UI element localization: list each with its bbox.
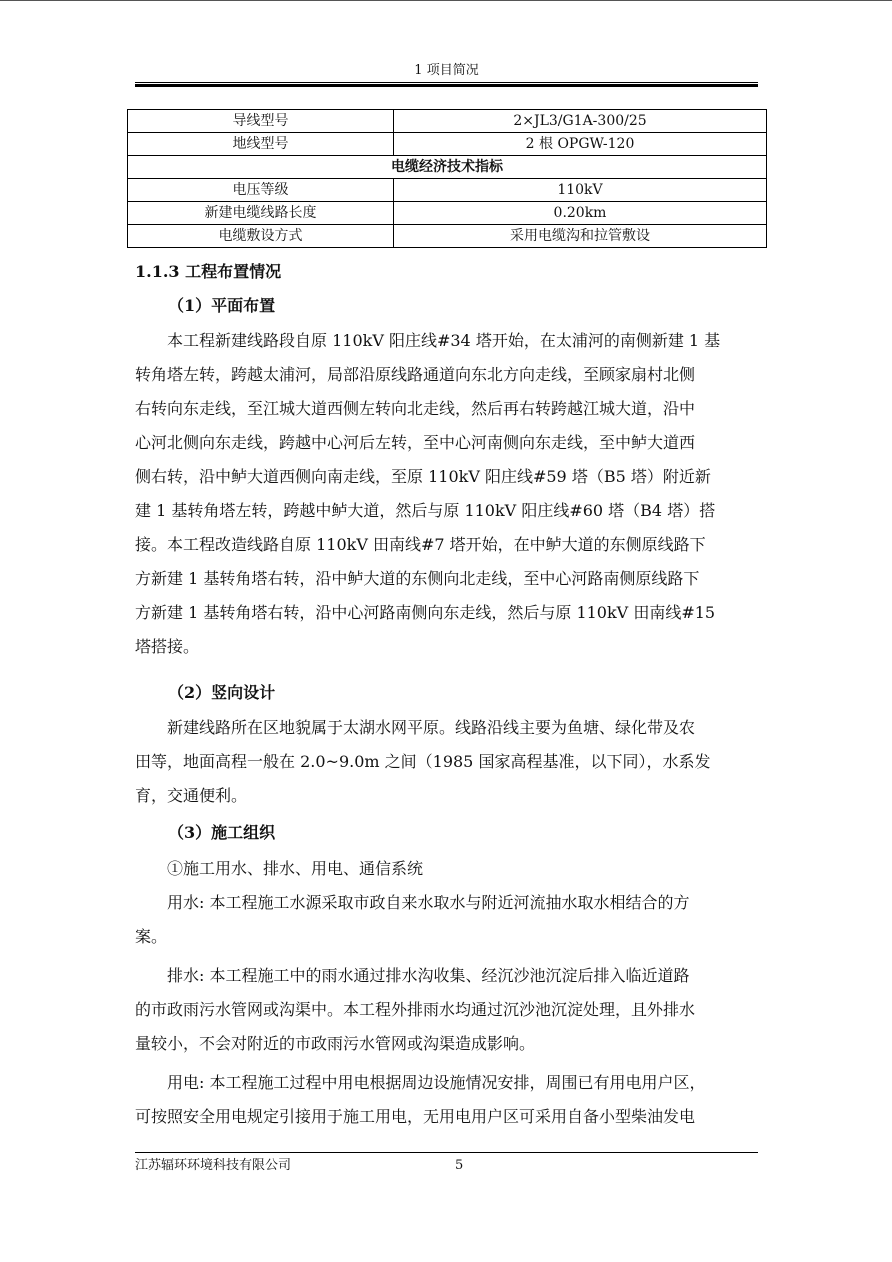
table-section-title: 电缆经济技术指标 [128,156,767,179]
text-line: 用电: 本工程施工过程中用电根据周边设施情况安排，周围已有用电用户区， [135,1073,706,1092]
text-line: 田等，地面高程一般在 2.0~9.0m 之间（1985 国家高程基准，以下同），水系发 [135,752,711,771]
text-line: 量较小，不会对附近的市政雨污水管网或沟渠造成影响。 [135,1034,536,1053]
page-header: 1 项目简况 [414,63,479,78]
text-line: 心河北侧向东走线，跨越中心河后左转，至中心河南侧向东走线，至中鲈大道西 [135,433,696,452]
text-line: 排水: 本工程施工中的雨水通过排水沟收集、经沉沙池沉淀后排入临近道路 [135,966,690,985]
paragraph-vertical [135,711,758,813]
text-line: 育，交通便利。 [135,786,248,805]
table-row [128,133,767,156]
table-cell-label: 电缆敷设方式 [128,225,394,248]
text-line: 案。 [135,927,168,946]
text-line: 方新建 1 基转角塔右转，沿中鲈大道的东侧向北走线，至中心河路南侧原线路下 [135,569,700,588]
text-line: 的市政雨污水管网或沟渠中。本工程外排雨水均通过沉沙池沉淀处理，且外排水 [135,1000,696,1019]
table-cell-label: 导线型号 [128,110,394,133]
table-cell-value: 2×JL3/G1A-300/25 [394,110,767,133]
subsection-heading-construction: （3）施工组织 [168,823,276,842]
text-line: 右转向东走线，至江城大道西侧左转向北走线，然后再右转跨越江城大道，沿中 [135,399,696,418]
table-cell-value: 0.20km [394,202,767,225]
footer-rule [135,1152,758,1153]
text-line: 建 1 基转角塔左转，跨越中鲈大道，然后与原 110kV 阳庄线#60 塔（B4 塔）搭 [135,501,716,520]
text-line: 用水: 本工程施工水源采取市政自来水取水与附近河流抽水取水相结合的方 [135,893,690,912]
footer-company: 江苏辐环环境科技有限公司 [135,1158,292,1173]
text-line: 转角塔左转，跨越太浦河，局部沿原线路通道向东北方向走线，至顾家扇村北侧 [135,365,696,384]
page-top-border [0,0,892,1]
subsection-heading-layout: （1）平面布置 [168,296,276,315]
paragraph-layout [135,324,758,664]
table-row [128,110,767,133]
table-cell-value: 110kV [394,179,767,202]
table-cell-label: 电压等级 [128,179,394,202]
table-cell-value: 采用电缆沟和拉管敷设 [394,225,767,248]
text-line: 方新建 1 基转角塔右转，沿中心河路南侧向东走线，然后与原 110kV 田南线#15 [135,603,716,622]
page-number: 5 [455,1158,464,1173]
text-line: 可按照安全用电规定引接用于施工用电，无用电用户区可采用自备小型柴油发电 [135,1107,696,1126]
text-line: 新建线路所在区地貌属于太湖水网平原。线路沿线主要为鱼塘、绿化带及农 [135,718,696,737]
paragraph-electricity [135,1066,758,1134]
text-line: 本工程新建线路段自原 110kV 阳庄线#34 塔开始，在太浦河的南侧新建 1 基 [135,331,721,350]
paragraph-water-supply [135,852,758,954]
table-cell-label: 地线型号 [128,133,394,156]
paragraph-drainage [135,959,758,1061]
table-row [128,179,767,202]
header-rule-thick [135,84,758,87]
subsection-heading-vertical: （2）竖向设计 [168,683,276,702]
table-cell-label: 新建电缆线路长度 [128,202,394,225]
text-line: ①施工用水、排水、用电、通信系统 [135,859,424,878]
table-section-row [128,156,767,179]
header-rule [135,82,758,83]
text-line: 侧右转，沿中鲈大道西侧向南走线，至原 110kV 阳庄线#59 塔（B5 塔）附近新 [135,467,711,486]
table-row [128,202,767,225]
table-cell-value: 2 根 OPGW-120 [394,133,767,156]
text-line: 塔搭接。 [135,637,200,656]
spec-table [127,109,767,248]
table-row [128,225,767,248]
section-heading: 1.1.3 工程布置情况 [135,262,282,281]
text-line: 接。本工程改造线路自原 110kV 田南线#7 塔开始，在中鲈大道的东侧原线路下 [135,535,706,554]
